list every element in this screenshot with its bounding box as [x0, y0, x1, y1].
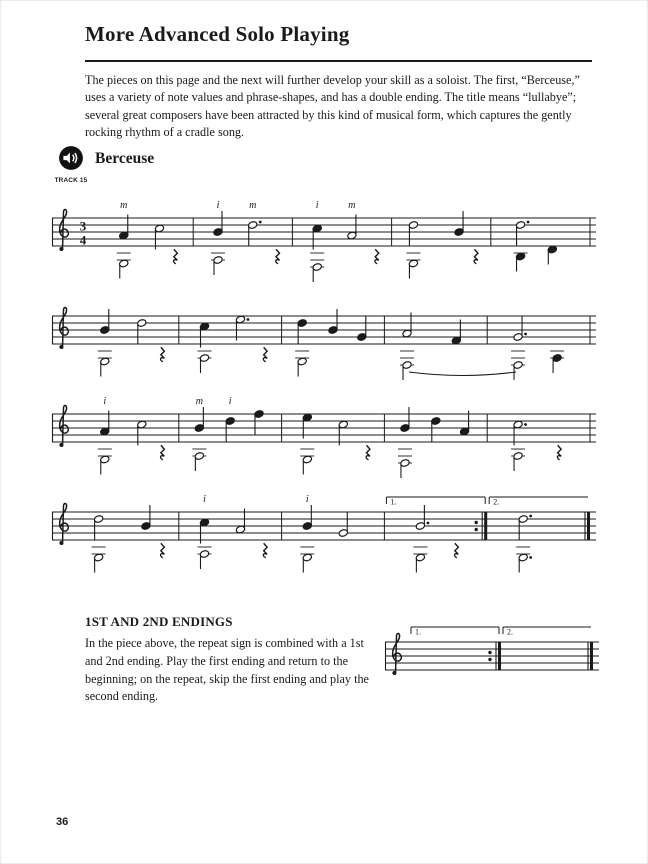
- svg-text:2.: 2.: [493, 497, 500, 507]
- section-heading: 1ST AND 2ND ENDINGS: [85, 614, 233, 629]
- svg-text:i: i: [305, 494, 309, 505]
- music-system-2: [50, 290, 598, 386]
- music-system-1: [50, 192, 598, 288]
- speaker-icon: [58, 145, 84, 171]
- sheet-music: [50, 192, 598, 584]
- svg-text:i: i: [228, 396, 232, 407]
- svg-text:i: i: [103, 396, 107, 407]
- svg-text:i: i: [216, 200, 220, 211]
- page-title: More Advanced Solo Playing: [85, 22, 350, 46]
- music-system-3: [50, 388, 598, 484]
- svg-text:m: m: [249, 200, 257, 211]
- audio-track-badge: [50, 145, 92, 184]
- intro-paragraph: The pieces on this page and the next will further develop your skill as a soloist. The first, “Berceuse,” uses a variety of note values and phrase-shapes, and has a double ending. The title means “lullabye”; several great composers have been attracted by this kind of musical form, which captures the gently rocking rhythm of a cradle song.: [85, 73, 580, 140]
- music-system-4: [50, 486, 598, 582]
- svg-text:3: 3: [79, 218, 87, 234]
- endings-example-staff: [383, 620, 601, 684]
- svg-text:i: i: [315, 200, 319, 211]
- svg-text:1.: 1.: [415, 627, 421, 637]
- title-divider: [85, 60, 592, 62]
- svg-text:2.: 2.: [507, 627, 513, 637]
- svg-text:m: m: [195, 396, 203, 407]
- page-number: 36: [56, 816, 69, 828]
- track-label: TRACK 15: [54, 177, 88, 184]
- svg-text:i: i: [203, 494, 206, 505]
- svg-text:4: 4: [79, 232, 87, 248]
- svg-text:m: m: [348, 200, 356, 211]
- svg-text:1.: 1.: [390, 497, 397, 507]
- piece-title: Berceuse: [95, 150, 155, 167]
- section-paragraph: In the piece above, the repeat sign is combined with a 1st and 2nd ending. Play the first ending and return to the beginning; on the repeat, skip the first ending and play the second ending.: [85, 636, 369, 704]
- svg-text:m: m: [120, 200, 128, 211]
